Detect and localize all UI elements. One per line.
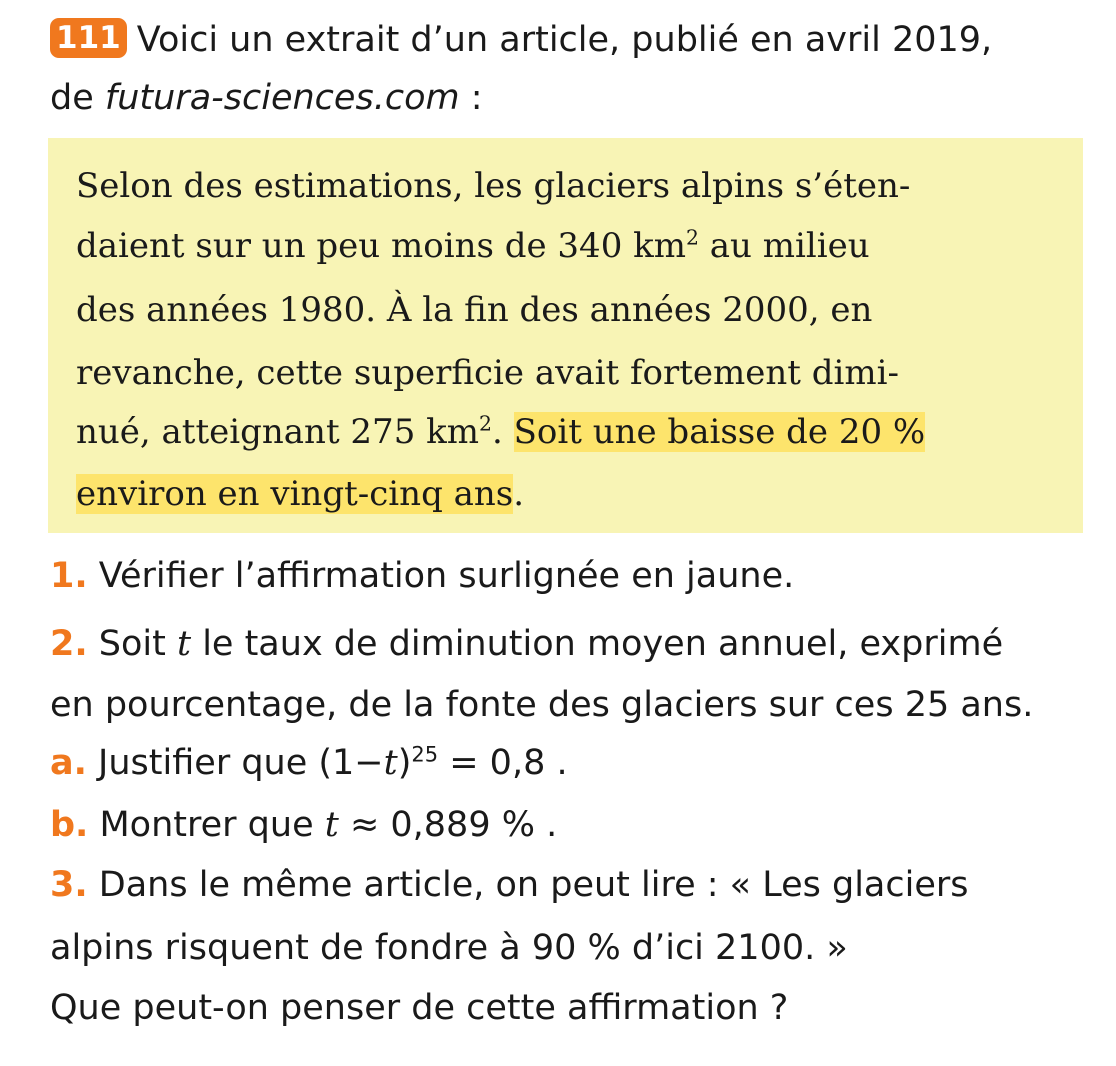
exercise-intro-line-1 (50, 12, 992, 68)
highlighted-text: Soit une baisse de 20 % (513, 412, 926, 452)
quote-text: Selon des estimations, les glaciers alpins s’éten- (76, 166, 911, 206)
question-text: ≈ 0,889 % . (338, 805, 558, 845)
quote-text: des années 1980. À la fin des années 2000, en (76, 290, 873, 330)
question-number: 1. (50, 556, 88, 596)
quote-line-1 (76, 156, 910, 216)
quote-text: nué, atteignant 275 km (76, 412, 479, 452)
question-2-line-2 (50, 677, 1033, 733)
subquestion-letter: b. (50, 805, 89, 845)
variable-t: t (383, 743, 398, 783)
superscript: 2 (685, 225, 699, 250)
quote-text: revanche, cette superficie avait fortement dimi- (76, 353, 900, 393)
question-text: alpins risquent de fondre à 90 % d’ici 2100. » (50, 928, 848, 968)
question-2b (50, 797, 557, 853)
question-text: Montrer que (88, 805, 325, 845)
question-text: Soit (87, 624, 177, 664)
question-text: ) (397, 743, 412, 783)
intro-text: Voici un extrait d’un article, publié en avril 2019, (136, 20, 993, 60)
highlighted-text: environ en vingt-cinq ans (76, 474, 514, 514)
quote-line-2 (76, 216, 870, 276)
question-3-line-2 (50, 920, 848, 976)
quote-line-4 (76, 343, 899, 403)
variable-t: t (177, 624, 192, 664)
question-3-line-3 (50, 980, 788, 1036)
exponent: 25 (411, 742, 439, 767)
question-1 (50, 548, 794, 604)
superscript: 2 (478, 411, 492, 436)
question-number: 3. (50, 865, 88, 905)
intro-text-suffix: : (459, 78, 483, 118)
question-text: Dans le même article, on peut lire : « Les glaciers (87, 865, 969, 905)
subquestion-letter: a. (50, 743, 87, 783)
intro-text-prefix: de (50, 78, 105, 118)
quote-text: . (491, 412, 514, 452)
variable-t: t (324, 805, 339, 845)
question-text: le taux de diminution moyen annuel, exprimé (191, 624, 1004, 664)
source-name: futura-sciences.com (104, 78, 460, 118)
question-3 (50, 857, 969, 913)
quote-line-6 (76, 464, 524, 524)
exercise-number-badge: 111 (50, 18, 127, 58)
question-2a (50, 735, 568, 791)
question-number: 2. (50, 624, 88, 664)
question-text: Que peut-on penser de cette affirmation ? (50, 988, 789, 1028)
quote-text: au milieu (698, 226, 870, 266)
question-text: Justifier que (1− (86, 743, 384, 783)
question-2 (50, 616, 1003, 672)
question-text: Vérifier l’affirmation surlignée en jaune. (87, 556, 795, 596)
question-text: = 0,8 . (438, 743, 568, 783)
exercise-intro-line-2 (50, 70, 483, 126)
quote-line-3 (76, 280, 872, 340)
quote-text: . (513, 474, 525, 514)
quote-text: daient sur un peu moins de 340 km (76, 226, 686, 266)
quote-line-5 (76, 402, 925, 462)
question-text: en pourcentage, de la fonte des glaciers sur ces 25 ans. (50, 685, 1034, 725)
